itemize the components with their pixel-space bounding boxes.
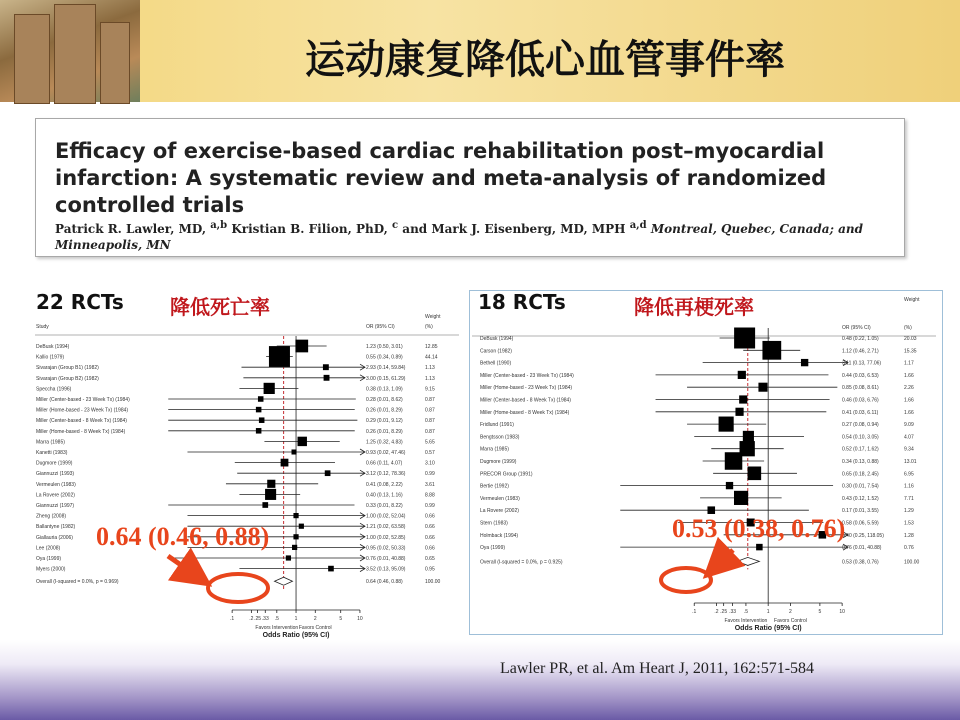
author-2-affil: c (392, 220, 399, 231)
study-or-ci: 0.55 (0.34, 0.89) (366, 354, 403, 361)
study-name: Vermeulen (1983) (36, 481, 76, 488)
study-or-ci: 5.40 (0.25, 118.05) (842, 532, 884, 539)
column-header-weight-unit: (%) (904, 325, 912, 331)
study-weight: 0.87 (425, 397, 435, 403)
column-header-or: OR (95% CI) (842, 325, 871, 331)
favors-control-label: Favors Control (774, 618, 807, 624)
study-name: Sivarajan (Group B1) (1982) (36, 365, 99, 372)
study-name: DeBusk (1994) (480, 336, 514, 342)
x-axis-tick-label: 1 (294, 616, 298, 622)
paper-affiliation: Montreal, Quebec, Canada; and Minneapolis, MN (55, 222, 864, 252)
overall-weight: 100.00 (425, 579, 441, 586)
panel1-rct-count: 22 RCTs (36, 290, 124, 314)
study-or-ci: 3.00 (0.15, 61.29) (366, 375, 406, 382)
x-axis-tick-label: 1 (766, 609, 770, 615)
study-name: La Rovere (2002) (480, 508, 519, 515)
study-name: Carson (1982) (480, 348, 512, 355)
panel1-pooled-or-annotation: 0.64 (0.46, 0.88) (96, 522, 270, 551)
study-name: Ballantyne (1982) (36, 524, 76, 531)
study-name: Miller (Center-based - 8 Week Tx) (1984) (480, 397, 571, 404)
study-weight: 1.29 (904, 508, 914, 515)
column-header-study: Study (36, 324, 49, 330)
column-header-weight: Weight (425, 314, 441, 320)
study-weight: 1.13 (425, 365, 435, 372)
study-weight: 15.35 (904, 348, 917, 355)
overall-label: Overall (I-squared = 0.0%, p = 0.925) (480, 559, 563, 566)
study-or-ci: 0.95 (0.02, 50.33) (366, 545, 406, 552)
panel1-overall-highlight (208, 574, 268, 602)
study-or-ci: 3.11 (0.13, 77.06) (842, 360, 882, 367)
study-name: Giannuzzi (1997) (36, 503, 75, 509)
study-name: Vermeulen (1983) (480, 495, 520, 502)
column-header-weight-unit: (%) (425, 324, 433, 330)
study-weight: 6.95 (904, 471, 914, 478)
study-name: PRECOR Group (1991) (480, 471, 533, 478)
study-weight: 9.09 (904, 422, 914, 429)
study-name: Miller (Center-based - 8 Week Tx) (1984) (36, 418, 127, 425)
study-weight: 0.87 (425, 407, 435, 414)
x-axis-tick-label: .33 (729, 609, 737, 615)
study-weight: 7.71 (904, 495, 914, 502)
study-or-ci: 0.30 (0.01, 7.54) (842, 483, 879, 490)
study-or-ci: 0.33 (0.01, 8.22) (366, 503, 403, 509)
study-weight: 0.76 (904, 545, 914, 552)
study-weight: 3.61 (425, 481, 435, 488)
x-axis-tick-label: .5 (743, 609, 749, 615)
study-name: Giallauria (2006) (36, 534, 73, 541)
study-or-ci: 0.46 (0.03, 6.76) (842, 397, 879, 404)
study-weight: 0.66 (425, 513, 435, 520)
study-weight: 0.65 (425, 556, 435, 562)
study-or-ci: 0.17 (0.01, 3.55) (842, 508, 879, 515)
author-3: and Mark J. Eisenberg, MD, MPH (398, 222, 630, 236)
study-weight: 12.85 (425, 344, 438, 350)
study-or-ci: 0.34 (0.13, 0.88) (842, 459, 879, 465)
study-name: Miller (Center-based - 23 Week Tx) (1984) (480, 372, 574, 379)
study-name: Myers (2000) (36, 566, 66, 573)
study-name: Lee (2008) (36, 545, 61, 552)
study-name: Miller (Center-based - 23 Week Tx) (1984) (36, 397, 130, 403)
study-weight: 0.66 (425, 524, 435, 531)
panel2-annotation-arrow (710, 550, 733, 572)
author-3-affil: a,d (629, 220, 647, 231)
overall-label: Overall (I-squared = 0.0%, p = 0.969) (36, 579, 119, 586)
study-name: Marra (1985) (480, 446, 509, 453)
study-weight: 0.57 (425, 450, 435, 456)
panel2-overall-highlight (661, 568, 711, 592)
study-or-ci: 1.25 (0.32, 4.83) (366, 439, 403, 446)
x-axis-tick-label: .25 (720, 609, 728, 615)
study-weight: 1.66 (904, 409, 914, 416)
x-axis-tick-label: .1 (692, 609, 697, 615)
panel2-rct-count: 18 RCTs (478, 290, 566, 314)
author-1-affil: a,b (210, 220, 228, 231)
study-weight: 1.66 (904, 372, 914, 379)
study-name: Fridlund (1991) (480, 422, 514, 429)
x-axis-tick-label: .25 (254, 616, 262, 622)
study-name: Bertie (1992) (480, 483, 509, 490)
x-axis-tick-label: 10 (839, 609, 845, 615)
panel1-outcome-label: 降低死亡率 (170, 295, 270, 319)
study-or-ci: 0.43 (0.12, 1.52) (842, 495, 879, 502)
x-axis-tick-label: .2 (249, 616, 254, 622)
study-weight: 0.99 (425, 471, 435, 478)
study-or-ci: 0.29 (0.01, 9.12) (366, 418, 403, 425)
paper-title: Efficacy of exercise-based cardiac rehabilitation post–myocardial infarction: A systematic review and meta-analysis of randomized controlled trials (55, 139, 827, 217)
study-name: Oya (1999) (36, 556, 62, 562)
study-weight: 1.13 (425, 375, 435, 382)
study-or-ci: 0.76 (0.01, 40.88) (366, 556, 406, 562)
x-axis-tick-label: 5 (818, 609, 822, 615)
study-weight: 0.66 (425, 545, 435, 552)
study-name: Giannuzzi (1993) (36, 471, 75, 478)
column-header-or: OR (95% CI) (366, 324, 395, 330)
study-weight: 9.15 (425, 386, 435, 393)
study-name: Bengtsson (1983) (480, 434, 520, 441)
study-weight: 0.99 (425, 503, 435, 509)
study-or-ci: 0.85 (0.08, 8.61) (842, 385, 879, 392)
overall-or-ci: 0.53 (0.38, 0.76) (842, 559, 879, 566)
x-axis-tick-label: 10 (357, 616, 363, 622)
study-weight: 0.95 (425, 566, 435, 573)
x-axis-tick-label: 2 (313, 616, 317, 622)
study-or-ci: 0.26 (0.01, 8.29) (366, 407, 403, 414)
study-name: La Rovere (2002) (36, 492, 75, 499)
study-weight: 1.28 (904, 532, 914, 539)
study-or-ci: 0.76 (0.01, 40.88) (842, 545, 882, 552)
x-axis-tick-label: .1 (230, 616, 235, 622)
footer-band (0, 640, 960, 720)
overall-or-ci: 0.64 (0.46, 0.88) (366, 579, 403, 586)
study-name: Kallio (1979) (36, 354, 65, 361)
study-or-ci: 1.12 (0.46, 2.71) (842, 348, 879, 355)
study-weight: 0.87 (425, 428, 435, 435)
study-or-ci: 0.58 (0.06, 5.59) (842, 520, 879, 527)
study-or-ci: 0.40 (0.13, 1.16) (366, 492, 403, 499)
study-or-ci: 1.00 (0.02, 52.04) (366, 513, 406, 520)
study-or-ci: 0.41 (0.08, 2.22) (366, 481, 403, 488)
study-or-ci: 0.48 (0.22, 1.05) (842, 336, 879, 342)
study-name: Oya (1999) (480, 545, 506, 552)
study-or-ci: 0.27 (0.08, 0.94) (842, 422, 879, 429)
study-weight: 5.65 (425, 439, 435, 446)
study-name: Holmback (1994) (480, 532, 519, 539)
study-name: Marra (1985) (36, 439, 65, 446)
study-or-ci: 0.28 (0.01, 8.62) (366, 397, 403, 403)
study-weight: 4.07 (904, 434, 914, 441)
study-or-ci: 3.12 (0.12, 78.36) (366, 471, 406, 478)
study-weight: 13.01 (904, 459, 917, 465)
study-weight: 44.14 (425, 354, 438, 361)
study-or-ci: 0.54 (0.10, 3.05) (842, 434, 879, 441)
study-weight: 1.17 (904, 360, 914, 367)
panel2-outcome-label: 降低再梗死率 (634, 295, 754, 319)
study-or-ci: 0.93 (0.02, 47.46) (366, 450, 406, 456)
study-name: Sivarajan (Group B2) (1982) (36, 375, 99, 382)
study-or-ci: 0.26 (0.01, 8.29) (366, 428, 403, 435)
study-weight: 2.26 (904, 385, 914, 392)
x-axis-tick-label: .33 (261, 616, 269, 622)
study-name: Miller (Home-based - 23 Week Tx) (1984) (480, 385, 573, 392)
study-name: DeBusk (1994) (36, 344, 70, 350)
panel2-pooled-or-annotation: 0.53 (0.38, 0.76) (672, 514, 846, 543)
study-name: Kanetti (1983) (36, 450, 68, 456)
study-or-ci: 0.41 (0.03, 6.11) (842, 409, 879, 416)
study-name: Speccha (1996) (36, 386, 72, 393)
study-or-ci: 0.52 (0.17, 1.62) (842, 446, 879, 453)
study-weight: 8.88 (425, 492, 435, 499)
study-or-ci: 2.93 (0.14, 59.84) (366, 365, 406, 372)
study-weight: 0.66 (425, 534, 435, 541)
x-axis-title: Odds Ratio (95% CI) (734, 625, 802, 632)
x-axis-tick-label: 5 (339, 616, 343, 622)
panel1-annotation-arrow (168, 556, 204, 581)
study-weight: 1.66 (904, 397, 914, 404)
x-axis-tick-label: .5 (274, 616, 279, 622)
study-name: Bethell (1990) (480, 360, 512, 367)
study-name: Dugmore (1999) (480, 459, 517, 465)
study-name: Miller (Home-based - 8 Week Tx) (1984) (480, 409, 570, 416)
author-2: Kristian B. Filion, PhD, (227, 222, 393, 236)
author-1: Patrick R. Lawler, MD, (55, 222, 211, 236)
column-header-weight: Weight (904, 297, 920, 303)
study-name: Miller (Home-based - 8 Week Tx) (1984) (36, 428, 126, 435)
study-weight: 1.53 (904, 520, 914, 527)
study-or-ci: 1.00 (0.02, 52.85) (366, 534, 406, 541)
study-weight: 9.34 (904, 446, 914, 453)
study-weight: 20.03 (904, 336, 917, 342)
study-or-ci: 1.21 (0.02, 63.58) (366, 524, 406, 531)
citation: Lawler PR, et al. Am Heart J, 2011, 162:571-584 (500, 660, 815, 677)
x-axis-title: Odds Ratio (95% CI) (262, 632, 330, 639)
study-name: Zheng (2008) (36, 513, 67, 520)
study-or-ci: 0.38 (0.13, 1.09) (366, 386, 403, 393)
study-weight: 0.87 (425, 418, 435, 425)
study-or-ci: 0.66 (0.11, 4.07) (366, 460, 403, 467)
study-weight: 1.16 (904, 483, 914, 490)
study-or-ci: 3.52 (0.13, 95.09) (366, 566, 406, 573)
study-name: Miller (Home-based - 23 Week Tx) (1984) (36, 407, 129, 414)
overall-weight: 100.00 (904, 559, 920, 566)
page-title: 运动康复降低心血管事件率 (305, 37, 785, 83)
study-name: Stern (1983) (480, 520, 508, 527)
study-or-ci: 0.44 (0.03, 6.53) (842, 372, 879, 379)
study-or-ci: 0.65 (0.18, 2.45) (842, 471, 879, 478)
study-name: Dugmore (1999) (36, 460, 73, 467)
study-or-ci: 1.23 (0.50, 3.01) (366, 344, 403, 350)
x-axis-tick-label: 2 (789, 609, 792, 615)
study-weight: 3.10 (425, 460, 435, 467)
favors-intervention-label: Favors Intervention (724, 618, 768, 624)
x-axis-tick-label: .2 (714, 609, 719, 615)
favors-intervention-label: Favors Intervention (255, 625, 299, 631)
favors-control-label: Favors Control (298, 625, 332, 631)
